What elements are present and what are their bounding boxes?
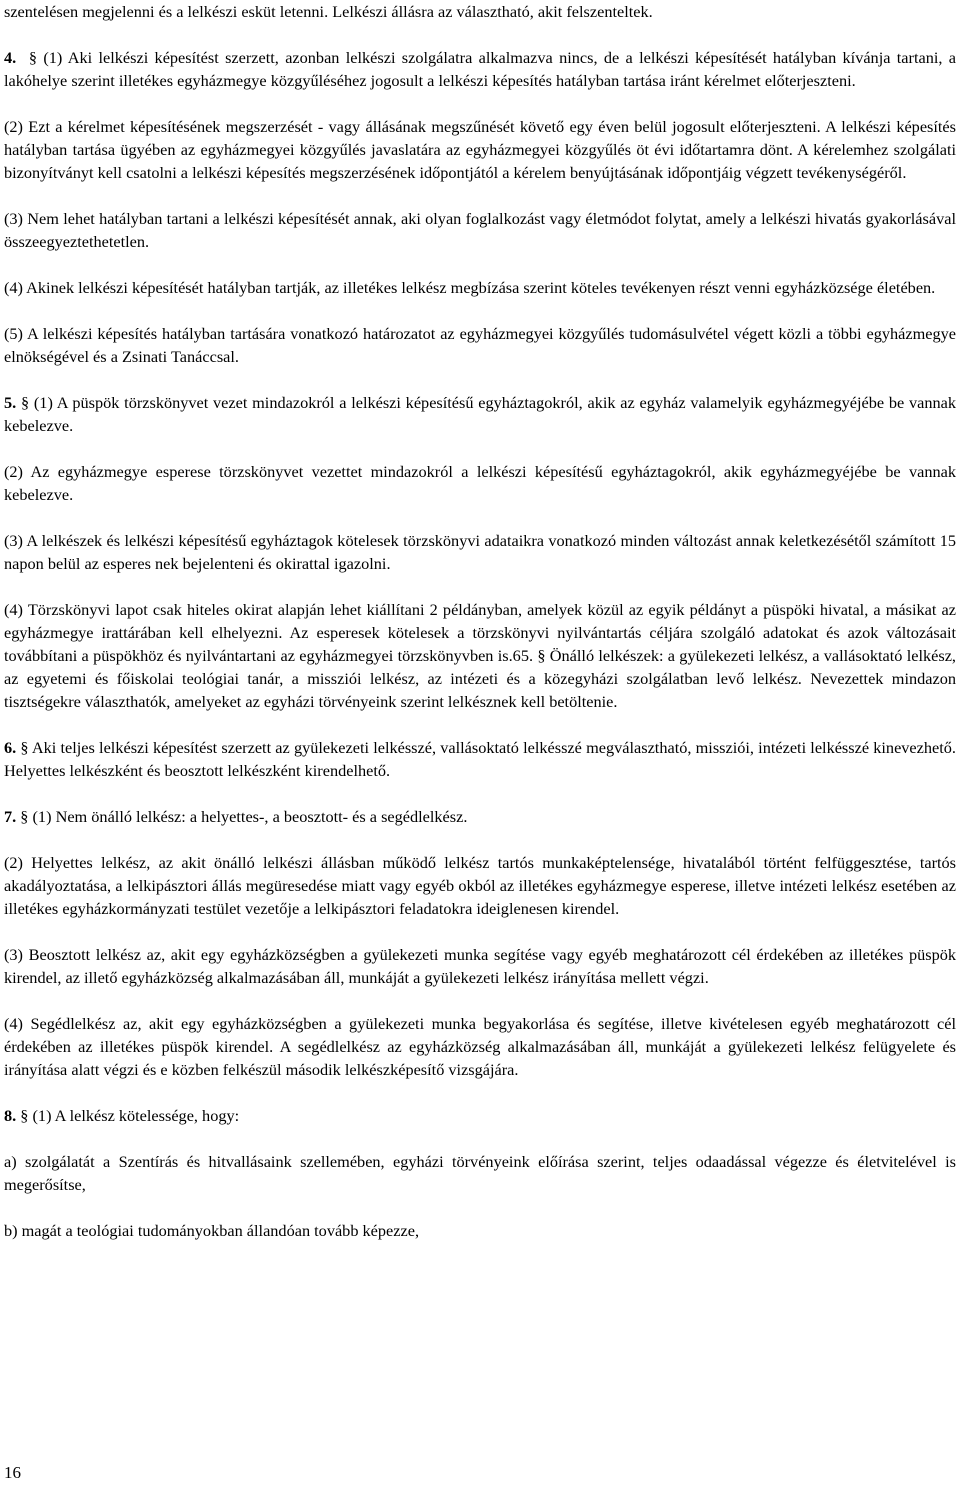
section-8-paragraph-1 <box>4 1104 956 1127</box>
section-sign: § <box>28 48 38 67</box>
section-6-paragraph <box>4 736 956 782</box>
paragraph-text: (2) Ezt a kérelmet képesítésének megszerzését - vagy állásának megszűnését követő egy éven belül jogosult előterjeszteni. A lelkészi képesítés hatályban tartása ügyében az egyházmegyei közgyűlés javaslatára az egyházmegyei közgyűlés öt évi időtartamra dönt. A kérelemhez szolgálati bizonyítványt kell csatolni a lelkészi képesítés megszerzésének időpontjától a kérelem benyújtásának időpontjáig végzett tevékenységéről. <box>4 117 956 182</box>
paragraph-text: (1) Nem önálló lelkész: a helyettes-, a beosztott- és a segédlelkész. <box>32 807 468 826</box>
paragraph-text: szentelésen megjelenni és a lelkészi esküt letenni. Lelkészi állásra az választható, akit felszenteltek. <box>4 2 653 21</box>
paragraph-text: (3) A lelkészek és lelkészi képesítésű egyháztagok kötelesek törzskönyvi adataikra vonatkozó minden változást annak keletkezésétől számított 15 napon belül az esperes nek bejelenteni és okirattal igazolni. <box>4 531 956 573</box>
section-sign: § <box>20 393 30 412</box>
section-number: 7. <box>4 807 17 826</box>
section-8-item-a <box>4 1150 956 1196</box>
section-number: 4. <box>4 48 17 67</box>
paragraph-text: (5) A lelkészi képesítés hatályban tartására vonatkozó határozatot az egyházmegyei közgyűlés tudomásulvétel végett közli a többi egyházmegye elnökségével és a Zsinati Tanáccsal. <box>4 324 956 366</box>
section-number: 8. <box>4 1106 17 1125</box>
section-7-paragraph-1 <box>4 805 956 828</box>
section-number: 6. <box>4 738 17 757</box>
section-sign: § <box>20 1106 29 1125</box>
paragraph-text: Aki teljes lelkészi képesítést szerzett az gyülekezeti lelkésszé, vallásoktató lelkésszé megválasztható, missziói, intézeti lelkésszé kinevezhető. Helyettes lelkészként és beosztott lelkészként kirendelhető. <box>4 738 956 780</box>
document-page <box>4 0 956 1265</box>
section-number: 5. <box>4 393 17 412</box>
page-number: 16 <box>4 1463 21 1482</box>
paragraph-text: (4) Törzskönyvi lapot csak hiteles okirat alapján lehet kiállítani 2 példányban, amelyek közül az egyik példányt a püspöki hivatal, a másikat az egyházmegye irattárában kell elhelyezni. Az esperesek kötelesek a törzskönyvi nyilvántartás céljára szolgáló adatokat és azok változásait továbbítani a püspökhöz és nyilvántartani az egyházmegyei törzskönyvben is.65. § Önálló lelkészek: a gyülekezeti lelkész, a vallásoktató lelkész, az egyetemi és főiskolai teológiai tanár, a missziói lelkész, az intézeti és a közegyházi szolgálatban levő lelkész. Nevezettek mindazon tisztségekre választhatók, amelyeket az egyházi törvényeink szerint lelkésznek kell betöltenie. <box>4 600 956 711</box>
section-4-paragraph-3 <box>4 207 956 253</box>
paragraph-text: (2) Helyettes lelkész, az akit önálló lelkészi állásban működő lelkész tartós munkaképtelensége, hivatalából történt felfüggesztése, tartós akadályoztatása, a lelkipásztori állás megüresedése miatt vagy egyéb okból az illetékes egyházmegye esperese, illetve intézeti lelkész esetében az illetékes egyházkormányzati testület vezetője a lelkipásztori feladatokra ideiglenesen kirendel. <box>4 853 956 918</box>
paragraph-continuation <box>4 0 956 23</box>
paragraph-text: (4) Akinek lelkészi képesítését hatályban tartják, az illetékes lelkész megbízása szerint köteles tevékenyen részt venni egyházközsége életében. <box>4 278 936 297</box>
section-7-paragraph-4 <box>4 1012 956 1081</box>
section-5-paragraph-1 <box>4 391 956 437</box>
section-4-paragraph-5 <box>4 322 956 368</box>
paragraph-text: (3) Beosztott lelkész az, akit egy egyházközségben a gyülekezeti munka segítése vagy egyéb meghatározott cél érdekében az illetékes püspök kirendel, az illető egyházközség alkalmazásában áll, munkáját a gyülekezeti lelkész irányítása mellett végzi. <box>4 945 956 987</box>
paragraph-text: b) magát a teológiai tudományokban állandóan tovább képezze, <box>4 1221 420 1240</box>
section-sign: § <box>20 807 29 826</box>
section-4-paragraph-4 <box>4 276 956 299</box>
paragraph-text: (2) Az egyházmegye esperese törzskönyvet vezettet mindazokról a lelkészi képesítésű egyháztagokról, akik egyházmegyéjébe be vannak kebelezve. <box>4 462 956 504</box>
section-5-paragraph-3 <box>4 529 956 575</box>
paragraph-text: (1) Aki lelkészi képesítést szerzett, azonban lelkészi szolgálatra alkalmazva nincs, de a lelkészi képesítését hatályban kívánja tartani, a lakóhelye szerint illetékes egyházmegye közgyűléséhez jogosult a lelkészi képesítés hatályban tartása iránt kérelmet előterjeszteni. <box>4 48 956 90</box>
paragraph-text: a) szolgálatát a Szentírás és hitvallásaink szellemében, egyházi törvényeink előírása szerint, teljes odaadással végezze és életvitelével is megerősítse, <box>4 1152 956 1194</box>
section-5-paragraph-2 <box>4 460 956 506</box>
section-sign: § <box>20 738 29 757</box>
paragraph-text: (1) A lelkész kötelessége, hogy: <box>32 1106 240 1125</box>
paragraph-text: (4) Segédlelkész az, akit egy egyházközségben a gyülekezeti munka begyakorlása és segítése, illetve kivételesen egyéb meghatározott cél érdekében az illetékes püspök kirendel. A segédlelkész az egyházközség alkalmazásában áll, munkáját a gyülekezeti lelkész felügyelete és irányítása alatt végzi és e közben felkészül második lelkészképesítő vizsgájára. <box>4 1014 956 1079</box>
section-8-item-b <box>4 1219 956 1242</box>
paragraph-text: (3) Nem lehet hatályban tartani a lelkészi képesítését annak, aki olyan foglalkozást vagy életmódot folytat, amely a lelkészi hivatás gyakorlásával összeegyeztethetetlen. <box>4 209 956 251</box>
section-4-paragraph-1 <box>4 46 956 92</box>
section-7-paragraph-2 <box>4 851 956 920</box>
section-5-paragraph-4 <box>4 598 956 713</box>
section-4-paragraph-2 <box>4 115 956 184</box>
paragraph-text: (1) A püspök törzskönyvet vezet mindazokról a lelkészi képesítésű egyháztagokról, akik az egyház valamelyik egyházmegyéjébe be vannak kebelezve. <box>4 393 956 435</box>
section-7-paragraph-3 <box>4 943 956 989</box>
